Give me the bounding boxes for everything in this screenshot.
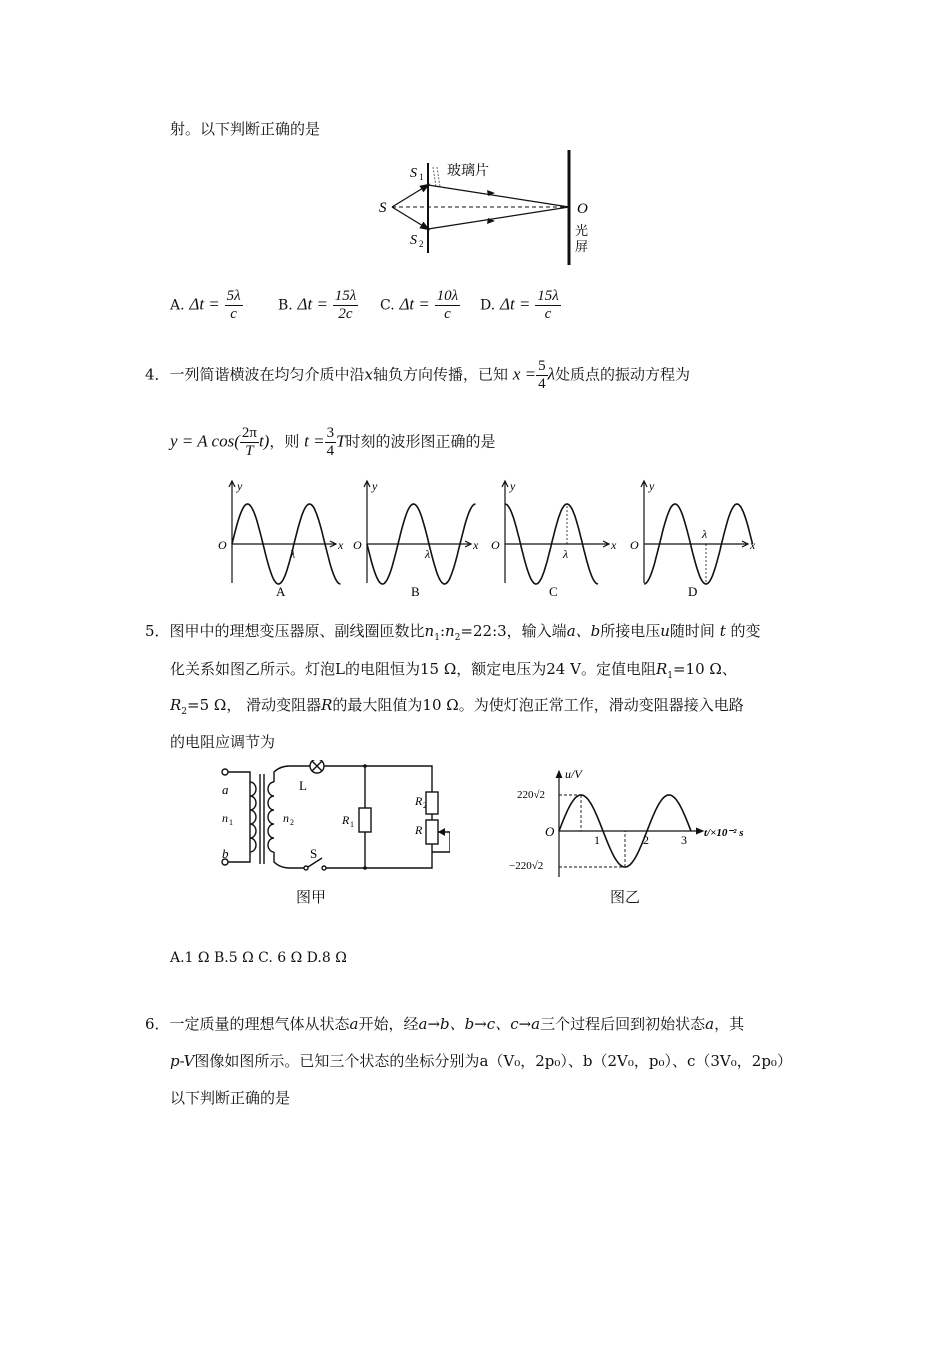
svg-text:a: a <box>222 782 229 797</box>
svg-text:S: S <box>310 846 318 861</box>
q4-line1: 4．一列简谐横波在均匀介质中沿x轴负方向传播，已知 x = $\frac{5}{4}$ λ处质点的振动方程为 <box>145 358 690 392</box>
label-x: x <box>338 538 344 552</box>
wave-graph-b <box>345 478 485 598</box>
svg-text:R: R <box>415 823 423 837</box>
label-y: y <box>649 479 655 493</box>
label-S1: S <box>410 166 417 181</box>
label-S: S <box>379 200 387 216</box>
caption-jia: 图甲 <box>296 888 327 906</box>
graph-label: C <box>549 584 558 598</box>
label-O: O <box>577 201 588 217</box>
wave-graph-d <box>622 478 762 598</box>
label-x: x <box>750 538 756 552</box>
svg-text:1: 1 <box>419 172 424 182</box>
q6-line3: 以下判断正确的是 <box>170 1089 291 1107</box>
label-O: O <box>218 538 227 552</box>
rheostat-R <box>426 820 438 844</box>
svg-text:L: L <box>299 778 307 793</box>
label-screen-1: 光 <box>575 223 589 238</box>
wave-graph-a <box>210 478 350 598</box>
glass-plate <box>433 167 436 187</box>
svg-text:O: O <box>545 824 555 839</box>
graph-label: B <box>411 584 420 598</box>
label-screen-2: 屏 <box>575 239 589 254</box>
graph-label: D <box>688 584 698 598</box>
label-x: x <box>473 538 479 552</box>
q3-option-d: D. Δt = $\frac{15\lambda}{c}$ <box>480 288 559 322</box>
q5-line2: 化关系如图乙所示。灯泡L的电阻恒为15 Ω，额定电压为24 V。定值电阻$R_1=10$ Ω、 <box>170 660 737 681</box>
svg-text:1: 1 <box>594 833 600 847</box>
label-y: y <box>510 479 516 493</box>
voltage-graph <box>505 765 765 880</box>
double-slit-diagram <box>370 145 610 270</box>
q3-option-a: A. Δt = $\frac{5\lambda}{c}$ <box>170 288 241 322</box>
label-lambda: λ <box>425 547 431 561</box>
svg-text:1: 1 <box>350 820 354 829</box>
label-glass: 玻璃片 <box>447 164 489 179</box>
resistor-R2 <box>426 792 438 814</box>
svg-text:−220√2: −220√2 <box>509 860 544 872</box>
svg-text:n: n <box>283 811 289 825</box>
label-lambda: λ <box>563 547 569 561</box>
graph-label: A <box>276 584 286 598</box>
svg-text:1: 1 <box>229 818 233 827</box>
svg-text:u/V: u/V <box>565 767 582 781</box>
label-x: x <box>611 538 617 552</box>
q3-option-c: C. Δt = $\frac{10\lambda}{c}$ <box>380 288 459 322</box>
resistor-R1 <box>359 808 371 832</box>
q6-line1: 6．一定质量的理想气体从状态a开始，经a→b、b→c、c→a三个过程后回到初始状态a，其 <box>145 1015 745 1033</box>
caption-yi: 图乙 <box>610 888 641 906</box>
label-lambda: λ <box>290 547 296 561</box>
q5-line4: 的电阻应调节为 <box>170 733 276 751</box>
svg-text:n: n <box>222 811 228 825</box>
wave-graph-c <box>483 478 623 598</box>
q3-tail-text: 射。以下判断正确的是 <box>170 120 321 138</box>
svg-text:2: 2 <box>423 801 427 810</box>
q5-options: A.1 Ω B.5 Ω C. 6 Ω D.8 Ω <box>170 950 347 966</box>
q4-line2: y = A cos( $\frac{2\pi}{T}$ t)，则 t = $\frac{3}{4}$ T时刻的波形图正确的是 <box>170 425 496 459</box>
svg-text:2: 2 <box>643 833 649 847</box>
svg-text:220√2: 220√2 <box>517 789 546 801</box>
q3-option-b: B. Δt = $\frac{15\lambda}{2c}$ <box>278 288 357 322</box>
svg-text:b: b <box>222 846 229 861</box>
label-y: y <box>372 479 378 493</box>
label-lambda: λ <box>702 527 708 541</box>
label-y: y <box>237 479 243 493</box>
svg-text:2: 2 <box>290 818 294 827</box>
svg-text:3: 3 <box>681 833 687 847</box>
transformer-circuit <box>210 760 450 910</box>
label-S2: S <box>410 233 417 248</box>
svg-text:t/×10⁻² s: t/×10⁻² s <box>704 827 744 839</box>
svg-text:R: R <box>415 794 423 808</box>
label-O: O <box>353 538 362 552</box>
label-O: O <box>491 538 500 552</box>
q5-line3: $R_2=5$ Ω， 滑动变阻器R的最大阻值为10 Ω。为使灯泡正常工作，滑动变阻器接入电路 <box>170 696 744 717</box>
q5-line1: 5．图甲中的理想变压器原、副线圈匝数比$n_1:n_2=22:3$，输入端a、b所接电压u随时间 t 的变 <box>145 622 761 643</box>
svg-text:R: R <box>342 813 350 827</box>
svg-text:2: 2 <box>419 239 424 249</box>
q6-line2: p-V图像如图所示。已知三个状态的坐标分别为a（V₀，2p₀）、b（2V₀，p₀）、c（3V₀，2p₀） <box>170 1052 792 1070</box>
label-O: O <box>630 538 639 552</box>
